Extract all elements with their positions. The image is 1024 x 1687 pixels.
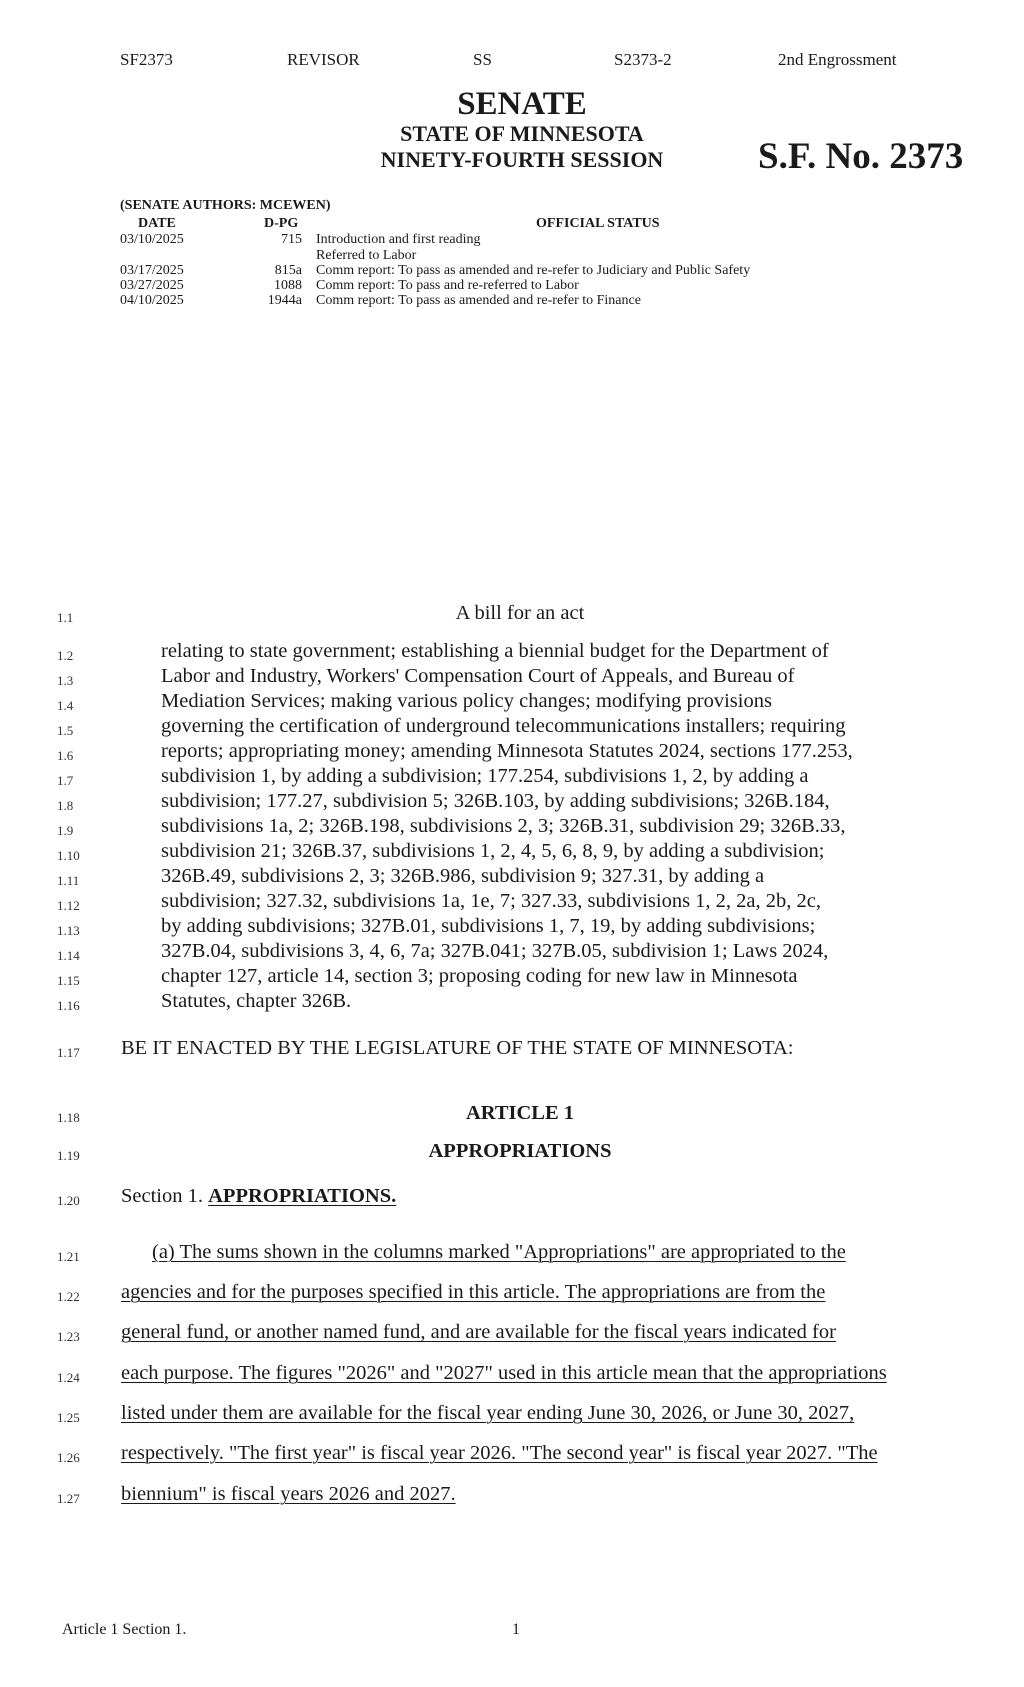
title-line: subdivision 1, by adding a subdivision; 177.254, subdivisions 1, 2, by adding a: [161, 765, 809, 787]
header-revisor: REVISOR: [287, 50, 360, 69]
title-session: NINETY-FOURTH SESSION: [380, 147, 664, 172]
title-line: Labor and Industry, Workers' Compensation Court of Appeals, and Bureau of: [161, 665, 795, 687]
status-row-dpg: 1944a: [267, 293, 302, 308]
title-line: by adding subdivisions; 327B.01, subdivisions 1, 7, 19, by adding subdivisions;: [161, 915, 816, 937]
line-number: 1.23: [57, 1329, 80, 1344]
status-row-text: Comm report: To pass as amended and re-refer to Finance: [316, 293, 641, 308]
section-label: Section 1.: [121, 1185, 209, 1207]
line-number: 1.4: [57, 698, 74, 713]
section-text-line: general fund, or another named fund, and are available for the fiscal years indicated for: [121, 1321, 836, 1343]
title-line: governing the certification of underground telecommunications installers; requiring: [161, 715, 846, 737]
line-number: 1.3: [57, 673, 74, 688]
line-number: 1.9: [57, 823, 74, 838]
line-number: 1.15: [57, 973, 80, 988]
section-text-line: listed under them are available for the fiscal year ending June 30, 2026, or June 30, 2027,: [121, 1402, 855, 1424]
line-number: 1.20: [57, 1193, 80, 1208]
line-number: 1.18: [57, 1110, 80, 1125]
status-row-date: 03/10/2025: [120, 232, 184, 247]
line-number: 1.16: [57, 998, 80, 1013]
section-heading: [121, 1185, 396, 1208]
status-row-date: 03/17/2025: [120, 263, 184, 278]
line-number: 1.19: [57, 1148, 80, 1163]
section-text-line: each purpose. The figures "2026" and "2027" used in this article mean that the appropriations: [121, 1362, 887, 1384]
line-number: 1.13: [57, 923, 80, 938]
senate-authors: (SENATE AUTHORS: MCEWEN): [120, 198, 331, 213]
title-line: relating to state government; establishing a biennial budget for the Department of: [161, 640, 829, 662]
title-line: subdivision; 177.27, subdivision 5; 326B.103, by adding subdivisions; 326B.184,: [161, 790, 830, 812]
title-line: subdivision 21; 326B.37, subdivisions 1, 2, 4, 5, 6, 8, 9, by adding a subdivision;: [161, 840, 825, 862]
title-line: subdivisions 1a, 2; 326B.198, subdivisions 2, 3; 326B.31, subdivision 29; 326B.33,: [161, 815, 846, 837]
line-number: 1.14: [57, 948, 80, 963]
header-ss: SS: [473, 50, 492, 69]
line-number: 1.2: [57, 648, 74, 663]
title-line: Statutes, chapter 326B.: [161, 990, 352, 1012]
title-line: chapter 127, article 14, section 3; proposing coding for new law in Minnesota: [161, 965, 798, 987]
header-file-code: S2373-2: [614, 50, 672, 69]
line-number: 1.26: [57, 1450, 80, 1465]
status-row-text: Referred to Labor: [316, 248, 417, 263]
header-engrossment: 2nd Engrossment: [778, 50, 897, 69]
line-number: 1.10: [57, 848, 80, 863]
line-number: 1.27: [57, 1491, 80, 1506]
bill-title: A bill for an act: [455, 602, 585, 624]
section-title: APPROPRIATIONS.: [208, 1185, 397, 1207]
title-chamber: SENATE: [457, 86, 587, 122]
title-line: 327B.04, subdivisions 3, 4, 6, 7a; 327B.041; 327B.05, subdivision 1; Laws 2024,: [161, 940, 829, 962]
status-row-date: 04/10/2025: [120, 293, 184, 308]
line-number: 1.17: [57, 1045, 80, 1060]
section-text-line: biennium" is fiscal years 2026 and 2027.: [121, 1483, 456, 1505]
status-row-text: Comm report: To pass as amended and re-refer to Judiciary and Public Safety: [316, 263, 751, 278]
footer-page-number: 1: [512, 1621, 520, 1638]
line-number: 1.6: [57, 748, 74, 763]
line-number: 1.25: [57, 1410, 80, 1425]
header-bill-number: SF2373: [120, 50, 173, 69]
status-row-dpg: 815a: [274, 263, 302, 278]
enacting-clause: BE IT ENACTED BY THE LEGISLATURE OF THE STATE OF MINNESOTA:: [121, 1037, 794, 1059]
line-number: 1.12: [57, 898, 80, 913]
article-heading: APPROPRIATIONS: [428, 1140, 612, 1162]
status-col-dpg: D-PG: [264, 216, 299, 231]
title-state: STATE OF MINNESOTA: [400, 121, 644, 146]
line-number: 1.24: [57, 1370, 80, 1385]
status-row-text: Comm report: To pass and re-referred to Labor: [316, 278, 579, 293]
section-text-line: (a) The sums shown in the columns marked "Appropriations" are appropriated to the: [152, 1241, 846, 1263]
status-row-date: 03/27/2025: [120, 278, 184, 293]
section-text-line: agencies and for the purposes specified in this article. The appropriations are from the: [121, 1281, 826, 1303]
status-col-official-status: OFFICIAL STATUS: [536, 216, 660, 231]
line-number: 1.21: [57, 1249, 80, 1264]
status-row-dpg: 715: [281, 232, 302, 247]
title-line: Mediation Services; making various policy changes; modifying provisions: [161, 690, 772, 712]
sf-number: S.F. No. 2373: [758, 136, 964, 177]
status-row-text: Introduction and first reading: [316, 232, 481, 247]
footer-section-ref: Article 1 Section 1.: [62, 1621, 187, 1638]
status-row-dpg: 1088: [274, 278, 302, 293]
title-line: subdivision; 327.32, subdivisions 1a, 1e, 7; 327.33, subdivisions 1, 2, 2a, 2b, 2c,: [161, 890, 821, 912]
line-number: 1.1: [57, 610, 74, 625]
line-number: 1.5: [57, 723, 74, 738]
line-number: 1.11: [57, 873, 80, 888]
status-col-date: DATE: [138, 216, 176, 231]
article-number: ARTICLE 1: [465, 1102, 575, 1124]
section-text-line: respectively. "The first year" is fiscal year 2026. "The second year" is fiscal year 2027. "The: [121, 1442, 878, 1464]
line-number: 1.7: [57, 773, 74, 788]
line-number: 1.22: [57, 1289, 80, 1304]
title-line: 326B.49, subdivisions 2, 3; 326B.986, subdivision 9; 327.31, by adding a: [161, 865, 765, 887]
title-line: reports; appropriating money; amending Minnesota Statutes 2024, sections 177.253,: [161, 740, 853, 762]
line-number: 1.8: [57, 798, 74, 813]
